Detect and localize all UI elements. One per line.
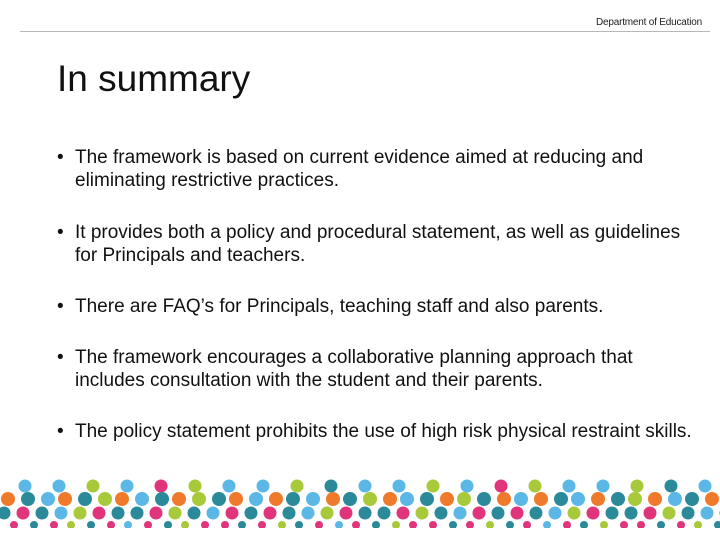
- decorative-dot: [378, 507, 391, 520]
- decorative-dot: [121, 480, 134, 493]
- decorative-dot: [606, 507, 619, 520]
- decorative-dot: [306, 492, 320, 506]
- bullet-dot: •: [57, 296, 64, 317]
- decorative-dot: [21, 492, 35, 506]
- decorative-dot: [238, 521, 246, 528]
- decorative-dot: [41, 492, 55, 506]
- bullet-text: The framework is based on current evidence aimed at reducing and eliminating restrictive practices.: [75, 147, 644, 191]
- decorative-dot: [644, 507, 657, 520]
- decorative-dot: [87, 521, 95, 528]
- decorative-dot: [383, 492, 397, 506]
- decorative-dot: [221, 521, 229, 528]
- organization-name: Department of Education: [595, 17, 702, 28]
- decorative-dot: [0, 507, 11, 520]
- decorative-dot: [359, 507, 372, 520]
- decorative-dot: [226, 507, 239, 520]
- decorative-dot: [416, 507, 429, 520]
- bullet-dot: •: [57, 147, 64, 168]
- decorative-dot: [477, 492, 491, 506]
- decorative-dot: [192, 492, 206, 506]
- decorative-dot: [249, 492, 263, 506]
- decorative-dot: [258, 521, 266, 528]
- decorative-dot: [668, 492, 682, 506]
- decorative-dot: [554, 492, 568, 506]
- decorative-dot: [397, 507, 410, 520]
- decorative-dot: [172, 492, 186, 506]
- bullet-text: The framework encourages a collaborative planning approach that includes consultation with the student and their parents.: [75, 347, 633, 391]
- decorative-dot: [302, 507, 315, 520]
- decorative-dot: [571, 492, 585, 506]
- decorative-dot: [495, 480, 508, 493]
- decorative-dot: [155, 480, 168, 493]
- decorative-dot: [124, 521, 132, 528]
- decorative-dot: [112, 507, 125, 520]
- decorative-dot: [1, 492, 15, 506]
- decorative-dot: [315, 521, 323, 528]
- bullet-dot: •: [57, 421, 64, 442]
- decorative-dot: [694, 521, 702, 528]
- decorative-dot: [611, 492, 625, 506]
- decorative-dot: [420, 492, 434, 506]
- decorative-dot: [677, 521, 685, 528]
- decorative-dot: [19, 480, 32, 493]
- decorative-dot: [534, 492, 548, 506]
- decorative-dot: [400, 492, 414, 506]
- decorative-dot: [620, 521, 628, 528]
- decorative-dot: [278, 521, 286, 528]
- decorative-dot: [714, 521, 720, 528]
- decorative-dot: [637, 521, 645, 528]
- header-divider: [20, 31, 710, 32]
- decorative-dot: [492, 507, 505, 520]
- decorative-dot: [543, 521, 551, 528]
- decorative-dot: [568, 507, 581, 520]
- decorative-dot: [591, 492, 605, 506]
- decorative-dot: [169, 507, 182, 520]
- decorative-dot: [549, 507, 562, 520]
- decorative-dot: [392, 521, 400, 528]
- decorative-dot: [625, 507, 638, 520]
- decorative-dot: [461, 480, 474, 493]
- decorative-dot: [201, 521, 209, 528]
- decorative-dot: [701, 507, 714, 520]
- decorative-dot: [93, 507, 106, 520]
- decorative-dot: [523, 521, 531, 528]
- decorative-dot: [454, 507, 467, 520]
- decorative-dot: [131, 507, 144, 520]
- bullet-item: [57, 420, 692, 443]
- decorative-dot: [50, 521, 58, 528]
- bullet-text: There are FAQ’s for Principals, teaching staff and also parents.: [75, 296, 604, 317]
- slide-title: In summary: [57, 58, 251, 99]
- decorative-dot: [440, 492, 454, 506]
- decorative-dot: [107, 521, 115, 528]
- decorative-dot: [457, 492, 471, 506]
- decorative-dot: [449, 521, 457, 528]
- decorative-dot: [283, 507, 296, 520]
- decorative-dot: [115, 492, 129, 506]
- decorative-dot: [705, 492, 719, 506]
- decorative-dot: [223, 480, 236, 493]
- decorative-dot: [563, 480, 576, 493]
- bullet-item: [57, 346, 707, 392]
- decorative-dot: [511, 507, 524, 520]
- decorative-dot: [53, 480, 66, 493]
- decorative-dot: [685, 492, 699, 506]
- bullet-dot: •: [57, 222, 64, 243]
- decorative-dot: [648, 492, 662, 506]
- decorative-dot: [144, 521, 152, 528]
- decorative-dot: [188, 507, 201, 520]
- bullet-dot: •: [57, 347, 64, 368]
- decorative-dot: [343, 492, 357, 506]
- decorative-dot: [164, 521, 172, 528]
- bullet-item: [57, 221, 707, 267]
- decorative-dot: [427, 480, 440, 493]
- decorative-dot: [87, 480, 100, 493]
- decorative-dot: [435, 507, 448, 520]
- bullet-item: [57, 146, 707, 192]
- decorative-dot: [257, 480, 270, 493]
- decorative-dot: [600, 521, 608, 528]
- decorative-dot: [78, 492, 92, 506]
- decorative-dot: [36, 507, 49, 520]
- bullet-item: [57, 295, 603, 318]
- decorative-dot: [269, 492, 283, 506]
- decorative-dot: [657, 521, 665, 528]
- decorative-dot: [340, 507, 353, 520]
- decorative-dot: [30, 521, 38, 528]
- decorative-dot: [326, 492, 340, 506]
- decorative-dot: [17, 507, 30, 520]
- decorative-dot: [587, 507, 600, 520]
- decorative-dot: [55, 507, 68, 520]
- decorative-dot: [181, 521, 189, 528]
- decorative-dot: [10, 521, 18, 528]
- decorative-dot: [529, 480, 542, 493]
- decorative-dot: [372, 521, 380, 528]
- decorative-dot: [473, 507, 486, 520]
- decorative-dot: [67, 521, 75, 528]
- bullet-text: The policy statement prohibits the use of high risk physical restraint skills.: [75, 421, 692, 442]
- decorative-dot: [514, 492, 528, 506]
- decorative-dot: [506, 521, 514, 528]
- decorative-dot: [189, 480, 202, 493]
- decorative-dot: [321, 507, 334, 520]
- decorative-dot: [325, 480, 338, 493]
- decorative-dot: [264, 507, 277, 520]
- decorative-dot: [497, 492, 511, 506]
- decorative-dot: [486, 521, 494, 528]
- decorative-dot: [665, 480, 678, 493]
- decorative-dot: [393, 480, 406, 493]
- decorative-dot: [631, 480, 644, 493]
- decorative-dot: [229, 492, 243, 506]
- decorative-dot: [286, 492, 300, 506]
- decorative-dot: [155, 492, 169, 506]
- decorative-dot: [699, 480, 712, 493]
- decorative-dot: [207, 507, 220, 520]
- decorative-dot: [335, 521, 343, 528]
- decorative-dot: [359, 480, 372, 493]
- decorative-dot: [352, 521, 360, 528]
- decorative-dot: [409, 521, 417, 528]
- decorative-dot: [295, 521, 303, 528]
- decorative-dot: [291, 480, 304, 493]
- decorative-dot: [628, 492, 642, 506]
- decorative-dot: [363, 492, 377, 506]
- decorative-dot: [530, 507, 543, 520]
- bullet-text: It provides both a policy and procedural statement, as well as guidelines for Principals and teachers.: [75, 222, 681, 266]
- decorative-dot: [466, 521, 474, 528]
- decorative-dot: [150, 507, 163, 520]
- decorative-dot: [98, 492, 112, 506]
- decorative-dot: [682, 507, 695, 520]
- decorative-dot: [563, 521, 571, 528]
- decorative-dot: [245, 507, 258, 520]
- decorative-dot: [74, 507, 87, 520]
- decorative-dot: [135, 492, 149, 506]
- decorative-dot: [58, 492, 72, 506]
- decorative-dot: [429, 521, 437, 528]
- decorative-dot: [212, 492, 226, 506]
- decorative-dot: [663, 507, 676, 520]
- decorative-dot: [597, 480, 610, 493]
- decorative-dot-border: [0, 478, 720, 528]
- decorative-dot: [580, 521, 588, 528]
